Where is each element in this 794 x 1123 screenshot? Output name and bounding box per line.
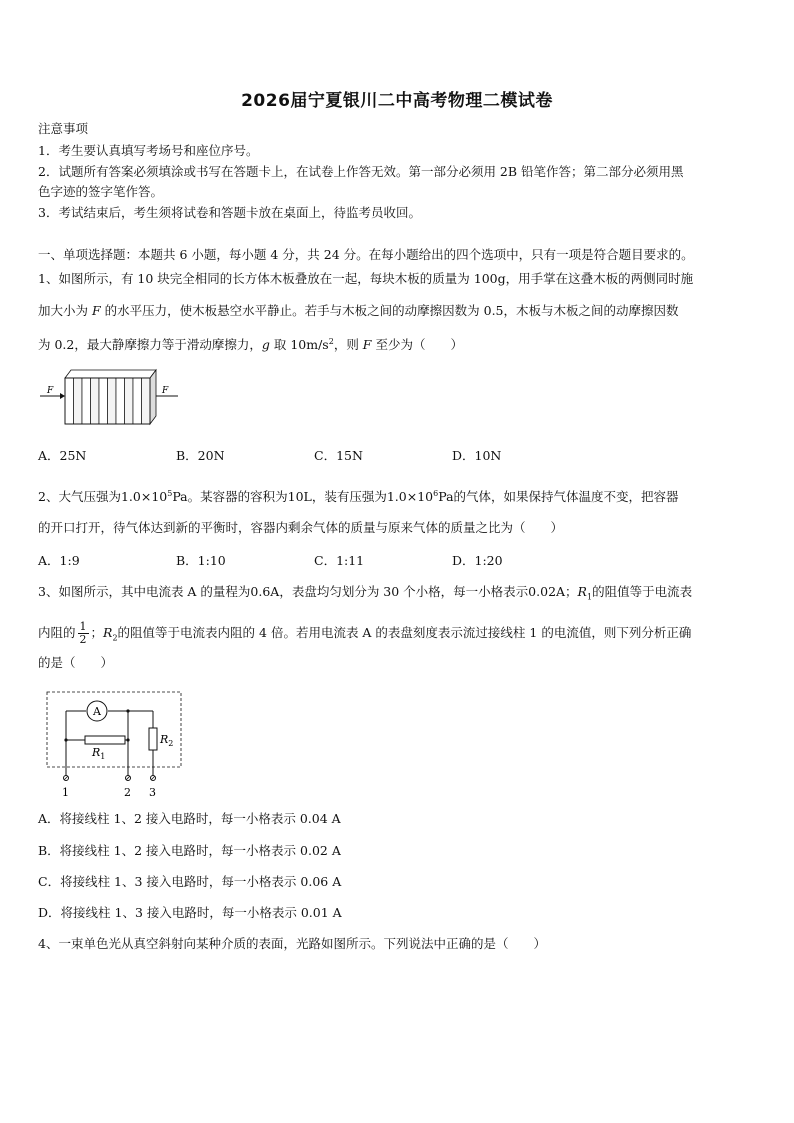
option-d[interactable]: D．10N bbox=[452, 448, 502, 463]
q2-pressure-2-unit: Pa bbox=[438, 489, 454, 505]
terminal-1-label: 1 bbox=[62, 786, 69, 799]
board-slab bbox=[125, 378, 134, 424]
board-slab bbox=[91, 378, 100, 424]
q2-text: 的气体，如果保持气体温度不变，把容器 bbox=[453, 489, 679, 505]
q2-options bbox=[38, 553, 590, 569]
q1-fig-label-right: F bbox=[162, 386, 169, 396]
q1-options bbox=[38, 448, 590, 464]
q3-option-d[interactable]: D．将接线柱 1、3 接入电路时，每一小格表示 0.01 A bbox=[38, 905, 342, 920]
q3-circuit-figure bbox=[38, 688, 188, 800]
notice-item: 2．试题所有答案必须填涂或书写在答题卡上，在试卷上作答无效。第一部分必须用 2B 铅笔作答；第二部分必须用黑 bbox=[38, 164, 684, 179]
q3-fraction-num: 1 bbox=[79, 620, 87, 633]
q3-line1 bbox=[38, 584, 692, 606]
option-c[interactable]: C．1:11 bbox=[314, 553, 365, 568]
q3-fraction bbox=[78, 621, 89, 646]
q1-var-F: F bbox=[91, 303, 101, 318]
q3-text: 的阻值等于电流表内阻的 4 倍。若用电流表 A 的表盘刻度表示流过接线柱 1 的电流值，则下列分析正确 bbox=[117, 625, 692, 640]
q1-exp: 2 bbox=[328, 337, 334, 346]
q2-pressure-2-exp: 6 bbox=[433, 489, 439, 498]
q3-r2: R bbox=[103, 625, 113, 640]
q3-line3: 的是（ ） bbox=[38, 655, 114, 670]
q2-pressure-2-mantissa: 1.0×10 bbox=[386, 489, 434, 505]
option-a[interactable]: A．1:9 bbox=[38, 553, 80, 568]
q1-text: 为 0.2，最大静摩擦力等于滑动摩擦力， bbox=[38, 337, 262, 353]
q1-line2 bbox=[38, 303, 679, 319]
q2-line1 bbox=[38, 486, 679, 505]
r2-resistor bbox=[149, 728, 157, 750]
q3-r1: R bbox=[577, 584, 587, 599]
q3-option-b[interactable]: B．将接线柱 1、2 接入电路时，每一小格表示 0.02 A bbox=[38, 843, 341, 858]
q1-var-g: g bbox=[261, 337, 270, 353]
q1-line1: 1、如图所示，有 10 块完全相同的长方体木板叠放在一起，每块木板的质量为 100g，用手掌在这叠木板的两侧同时施 bbox=[38, 271, 694, 286]
q2-text: 。某容器的容积为10L，装有压强为 bbox=[187, 489, 387, 505]
q2-pressure-1-unit: Pa bbox=[172, 489, 188, 505]
board-slab bbox=[65, 378, 74, 424]
q1-fig-label-left: F bbox=[47, 386, 54, 396]
r2-label: $R_2$ bbox=[160, 733, 174, 748]
q3-fraction-den: 2 bbox=[79, 633, 87, 646]
terminal-2-label: 2 bbox=[124, 786, 131, 799]
board-slab bbox=[82, 378, 91, 424]
board-slab bbox=[74, 378, 83, 424]
notice-heading: 注意事项 bbox=[38, 121, 89, 136]
terminal-3-label: 3 bbox=[149, 786, 156, 799]
q2-line2: 的开口打开，待气体达到新的平衡时，容器内剩余气体的质量与原来气体的质量之比为（ ） bbox=[38, 520, 564, 535]
r1-resistor bbox=[85, 736, 125, 744]
q3-text: 的阻值等于电流表 bbox=[592, 584, 693, 599]
notice-item: 1．考生要认真填写考场号和座位序号。 bbox=[38, 143, 259, 158]
option-b[interactable]: B．1:10 bbox=[176, 553, 226, 568]
q2-pressure-1-mantissa: 1.0×10 bbox=[120, 489, 168, 505]
option-a[interactable]: A．25N bbox=[38, 448, 87, 463]
q1-text: 加大小为 bbox=[38, 303, 92, 318]
section-header: 一、单项选择题：本题共 6 小题，每小题 4 分，共 24 分。在每小题给出的四个选项中，只有一项是符合题目要求的。 bbox=[38, 247, 694, 262]
q3-text: 3、如图所示，其中电流表 A 的量程为0.6A，表盘均匀划分为 30 个小格，每一小格表示0.02A； bbox=[38, 584, 578, 599]
board-slab bbox=[142, 378, 151, 424]
q1-text: ，则 bbox=[333, 337, 363, 353]
notice-item: 3．考试结束后，考生须将试卷和答题卡放在桌面上，待监考员收回。 bbox=[38, 205, 421, 220]
q1-text: 的水平压力，使木板悬空水平静止。若手与木板之间的动摩擦因数为 0.5，木板与木板之间的动摩擦因数 bbox=[100, 303, 679, 318]
q2-pressure-1-exp: 5 bbox=[167, 489, 173, 498]
q3-line2 bbox=[38, 620, 691, 652]
option-c[interactable]: C．15N bbox=[314, 448, 363, 463]
page-title: 2026届宁夏银川二中高考物理二模试卷 bbox=[241, 91, 553, 111]
q3-option-c[interactable]: C．将接线柱 1、3 接入电路时，每一小格表示 0.06 A bbox=[38, 874, 342, 889]
q3-r1-sub: 1 bbox=[586, 592, 593, 602]
notice-item: 色字迹的签字笔作答。 bbox=[38, 184, 164, 199]
q4-line1: 4、一束单色光从真空斜射向某种介质的表面，光路如图所示。下列说法中正确的是（ ） bbox=[38, 936, 546, 951]
q1-text: 至少为（ ） bbox=[371, 337, 463, 353]
board-slab bbox=[116, 378, 125, 424]
q3-r2-sub: 2 bbox=[112, 633, 118, 643]
q1-line3 bbox=[38, 334, 463, 353]
q2-pressure-2 bbox=[387, 489, 454, 504]
board-slab bbox=[108, 378, 117, 424]
option-d[interactable]: D．1:20 bbox=[452, 553, 503, 568]
q3-option-a[interactable]: A．将接线柱 1、2 接入电路时，每一小格表示 0.04 A bbox=[38, 811, 341, 826]
q2-pressure-1 bbox=[121, 489, 188, 504]
board-slab bbox=[99, 378, 108, 424]
q1-boards-figure bbox=[38, 366, 180, 426]
r1-label: $R_1$ bbox=[92, 746, 106, 761]
board-slab bbox=[133, 378, 142, 424]
option-b[interactable]: B．20N bbox=[176, 448, 225, 463]
ammeter-label: A bbox=[93, 705, 101, 718]
q3-text: 内阻的 bbox=[38, 625, 76, 640]
q2-text: 2、大气压强为 bbox=[38, 489, 121, 505]
q1-text: 取 10m/s bbox=[269, 337, 329, 353]
q1-var-F: F bbox=[362, 337, 372, 353]
q3-text: ； bbox=[90, 625, 104, 640]
